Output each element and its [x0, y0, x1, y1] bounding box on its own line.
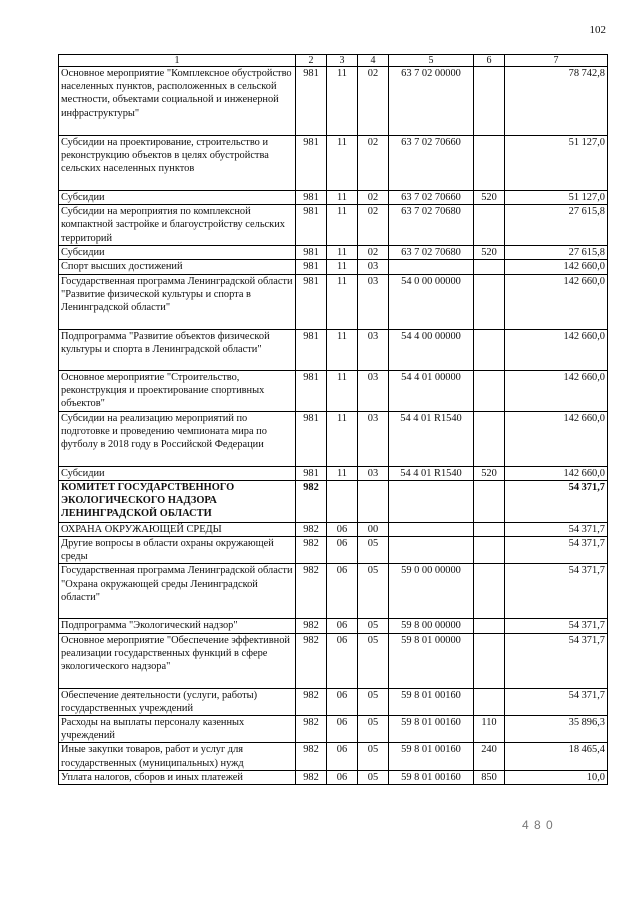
row-name: Субсидии на проектирование, строительство и реконструкцию объектов в целях обустройства сельских населенных пунктов: [59, 136, 296, 191]
table-row: [59, 191, 608, 205]
row-amount: 142 660,0: [505, 274, 608, 329]
row-section: 11: [327, 466, 358, 480]
row-expense-type: [474, 480, 505, 522]
row-subsection: 05: [358, 688, 389, 715]
row-section: 11: [327, 260, 358, 274]
row-section: [327, 480, 358, 522]
row-expense-type: [474, 136, 505, 191]
row-gov-code: 981: [296, 260, 327, 274]
row-target-article: [389, 522, 474, 536]
row-target-article: [389, 480, 474, 522]
row-subsection: 05: [358, 619, 389, 633]
row-section: 11: [327, 329, 358, 370]
table-row: [59, 564, 608, 619]
table-row: [59, 274, 608, 329]
row-expense-type: [474, 274, 505, 329]
table-row: [59, 246, 608, 260]
row-gov-code: 981: [296, 246, 327, 260]
row-amount: 142 660,0: [505, 466, 608, 480]
row-target-article: 59 8 01 00160: [389, 688, 474, 715]
row-name: Субсидии на реализацию мероприятий по подготовке и проведению чемпионата мира по футболу в 2018 году в Российской Федерации: [59, 411, 296, 466]
row-section: 06: [327, 522, 358, 536]
table-row: [59, 770, 608, 784]
row-subsection: 03: [358, 274, 389, 329]
row-expense-type: [474, 564, 505, 619]
row-amount: 54 371,7: [505, 480, 608, 522]
row-gov-code: 981: [296, 329, 327, 370]
row-section: 11: [327, 191, 358, 205]
row-name: Иные закупки товаров, работ и услуг для государственных (муниципальных) нужд: [59, 743, 296, 770]
row-target-article: 54 4 01 R1540: [389, 466, 474, 480]
row-name: Субсидии на мероприятия по комплексной компактной застройке и благоустройству сельских территорий: [59, 205, 296, 246]
row-subsection: 05: [358, 537, 389, 564]
header-cell: 5: [389, 55, 474, 67]
row-name: Спорт высших достижений: [59, 260, 296, 274]
table-row: [59, 329, 608, 370]
row-gov-code: 982: [296, 537, 327, 564]
row-subsection: 02: [358, 246, 389, 260]
row-name: Основное мероприятие "Обеспечение эффективной реализации государственных функций в сфере экологического надзора": [59, 633, 296, 688]
row-target-article: 59 8 01 00160: [389, 743, 474, 770]
row-amount: 35 896,3: [505, 716, 608, 743]
row-gov-code: 982: [296, 480, 327, 522]
budget-table: [58, 54, 608, 785]
row-amount: 51 127,0: [505, 136, 608, 191]
table-row: [59, 411, 608, 466]
row-amount: 142 660,0: [505, 370, 608, 411]
row-name: Подпрограмма "Развитие объектов физической культуры и спорта в Ленинградской области": [59, 329, 296, 370]
row-amount: 27 615,8: [505, 246, 608, 260]
row-section: 06: [327, 537, 358, 564]
row-amount: 51 127,0: [505, 191, 608, 205]
row-subsection: 03: [358, 260, 389, 274]
row-amount: 10,0: [505, 770, 608, 784]
row-gov-code: 981: [296, 370, 327, 411]
table-row: [59, 688, 608, 715]
row-section: 11: [327, 411, 358, 466]
row-gov-code: 981: [296, 274, 327, 329]
row-target-article: 63 7 02 70660: [389, 191, 474, 205]
row-expense-type: 520: [474, 466, 505, 480]
row-amount: 54 371,7: [505, 688, 608, 715]
table-row: [59, 67, 608, 136]
row-section: 06: [327, 633, 358, 688]
row-expense-type: [474, 522, 505, 536]
row-name: Субсидии: [59, 466, 296, 480]
row-gov-code: 982: [296, 743, 327, 770]
row-gov-code: 982: [296, 770, 327, 784]
table-row: [59, 619, 608, 633]
row-subsection: 05: [358, 770, 389, 784]
row-gov-code: 982: [296, 633, 327, 688]
row-expense-type: 850: [474, 770, 505, 784]
header-cell: 2: [296, 55, 327, 67]
row-target-article: 59 8 01 00160: [389, 770, 474, 784]
row-target-article: 63 7 02 00000: [389, 67, 474, 136]
row-name: Государственная программа Ленинградской области "Охрана окружающей среды Ленинградской области": [59, 564, 296, 619]
row-target-article: 63 7 02 70660: [389, 136, 474, 191]
row-name: Расходы на выплаты персоналу казенных учреждений: [59, 716, 296, 743]
row-subsection: 02: [358, 136, 389, 191]
table-row: [59, 370, 608, 411]
row-subsection: 05: [358, 564, 389, 619]
table-header-row: [59, 55, 608, 67]
row-subsection: 03: [358, 411, 389, 466]
row-section: 11: [327, 274, 358, 329]
row-subsection: 05: [358, 633, 389, 688]
row-name: Обеспечение деятельности (услуги, работы) государственных учреждений: [59, 688, 296, 715]
row-name: КОМИТЕТ ГОСУДАРСТВЕННОГО ЭКОЛОГИЧЕСКОГО НАДЗОРА ЛЕНИНГРАДСКОЙ ОБЛАСТИ: [59, 480, 296, 522]
table-row: [59, 136, 608, 191]
row-subsection: 02: [358, 67, 389, 136]
row-name: Уплата налогов, сборов и иных платежей: [59, 770, 296, 784]
row-name: Подпрограмма "Экологический надзор": [59, 619, 296, 633]
row-section: 06: [327, 564, 358, 619]
row-target-article: 59 0 00 00000: [389, 564, 474, 619]
row-gov-code: 981: [296, 466, 327, 480]
row-section: 11: [327, 136, 358, 191]
header-cell: 4: [358, 55, 389, 67]
row-section: 11: [327, 205, 358, 246]
row-section: 11: [327, 67, 358, 136]
row-gov-code: 982: [296, 619, 327, 633]
row-amount: 142 660,0: [505, 411, 608, 466]
row-section: 06: [327, 619, 358, 633]
row-target-article: 54 0 00 00000: [389, 274, 474, 329]
table-row: [59, 633, 608, 688]
row-section: 06: [327, 743, 358, 770]
row-expense-type: 110: [474, 716, 505, 743]
row-target-article: 54 4 01 R1540: [389, 411, 474, 466]
row-subsection: 03: [358, 466, 389, 480]
header-cell: 1: [59, 55, 296, 67]
row-target-article: 54 4 01 00000: [389, 370, 474, 411]
header-cell: 3: [327, 55, 358, 67]
row-section: 06: [327, 770, 358, 784]
row-name: Основное мероприятие "Строительство, реконструкция и проектирование спортивных объектов": [59, 370, 296, 411]
row-amount: 54 371,7: [505, 633, 608, 688]
row-amount: 142 660,0: [505, 329, 608, 370]
row-section: 11: [327, 370, 358, 411]
row-subsection: [358, 480, 389, 522]
row-expense-type: 240: [474, 743, 505, 770]
row-name: Субсидии: [59, 246, 296, 260]
row-section: 06: [327, 716, 358, 743]
header-cell: 6: [474, 55, 505, 67]
row-target-article: 59 8 00 00000: [389, 619, 474, 633]
row-name: Основное мероприятие "Комплексное обустройство населенных пунктов, расположенных в сельской местности, объектами социальной и инженерной инфраструктуры": [59, 67, 296, 136]
row-target-article: 59 8 01 00000: [389, 633, 474, 688]
row-target-article: 63 7 02 70680: [389, 246, 474, 260]
row-gov-code: 982: [296, 522, 327, 536]
row-expense-type: [474, 619, 505, 633]
table-row: [59, 260, 608, 274]
row-amount: 78 742,8: [505, 67, 608, 136]
page-number: 102: [589, 24, 606, 36]
row-expense-type: [474, 67, 505, 136]
row-gov-code: 982: [296, 716, 327, 743]
row-subsection: 02: [358, 191, 389, 205]
row-amount: 54 371,7: [505, 522, 608, 536]
table-row: [59, 466, 608, 480]
row-name: Государственная программа Ленинградской области "Развитие физической культуры и спорта в Ленинградской области": [59, 274, 296, 329]
row-subsection: 03: [358, 370, 389, 411]
row-gov-code: 982: [296, 564, 327, 619]
row-gov-code: 981: [296, 67, 327, 136]
row-subsection: 05: [358, 716, 389, 743]
row-subsection: 05: [358, 743, 389, 770]
row-subsection: 00: [358, 522, 389, 536]
row-expense-type: 520: [474, 191, 505, 205]
row-name: ОХРАНА ОКРУЖАЮЩЕЙ СРЕДЫ: [59, 522, 296, 536]
row-expense-type: [474, 205, 505, 246]
row-name: Субсидии: [59, 191, 296, 205]
row-gov-code: 981: [296, 205, 327, 246]
archive-stamp: 4 8 0: [522, 818, 554, 832]
row-target-article: 54 4 00 00000: [389, 329, 474, 370]
row-target-article: 59 8 01 00160: [389, 716, 474, 743]
row-name: Другие вопросы в области охраны окружающей среды: [59, 537, 296, 564]
row-gov-code: 981: [296, 411, 327, 466]
table-row: [59, 537, 608, 564]
row-amount: 18 465,4: [505, 743, 608, 770]
row-target-article: [389, 537, 474, 564]
row-gov-code: 981: [296, 191, 327, 205]
row-amount: 54 371,7: [505, 564, 608, 619]
row-gov-code: 982: [296, 688, 327, 715]
row-target-article: [389, 260, 474, 274]
row-amount: 54 371,7: [505, 619, 608, 633]
row-expense-type: [474, 633, 505, 688]
row-expense-type: [474, 411, 505, 466]
row-subsection: 02: [358, 205, 389, 246]
table-row: [59, 205, 608, 246]
row-gov-code: 981: [296, 136, 327, 191]
row-expense-type: 520: [474, 246, 505, 260]
table-row: [59, 480, 608, 522]
row-target-article: 63 7 02 70680: [389, 205, 474, 246]
table-row: [59, 743, 608, 770]
row-expense-type: [474, 537, 505, 564]
header-cell: 7: [505, 55, 608, 67]
row-amount: 142 660,0: [505, 260, 608, 274]
table-row: [59, 522, 608, 536]
row-expense-type: [474, 329, 505, 370]
row-expense-type: [474, 688, 505, 715]
row-subsection: 03: [358, 329, 389, 370]
row-expense-type: [474, 370, 505, 411]
row-section: 11: [327, 246, 358, 260]
row-amount: 54 371,7: [505, 537, 608, 564]
table-row: [59, 716, 608, 743]
row-section: 06: [327, 688, 358, 715]
row-amount: 27 615,8: [505, 205, 608, 246]
row-expense-type: [474, 260, 505, 274]
